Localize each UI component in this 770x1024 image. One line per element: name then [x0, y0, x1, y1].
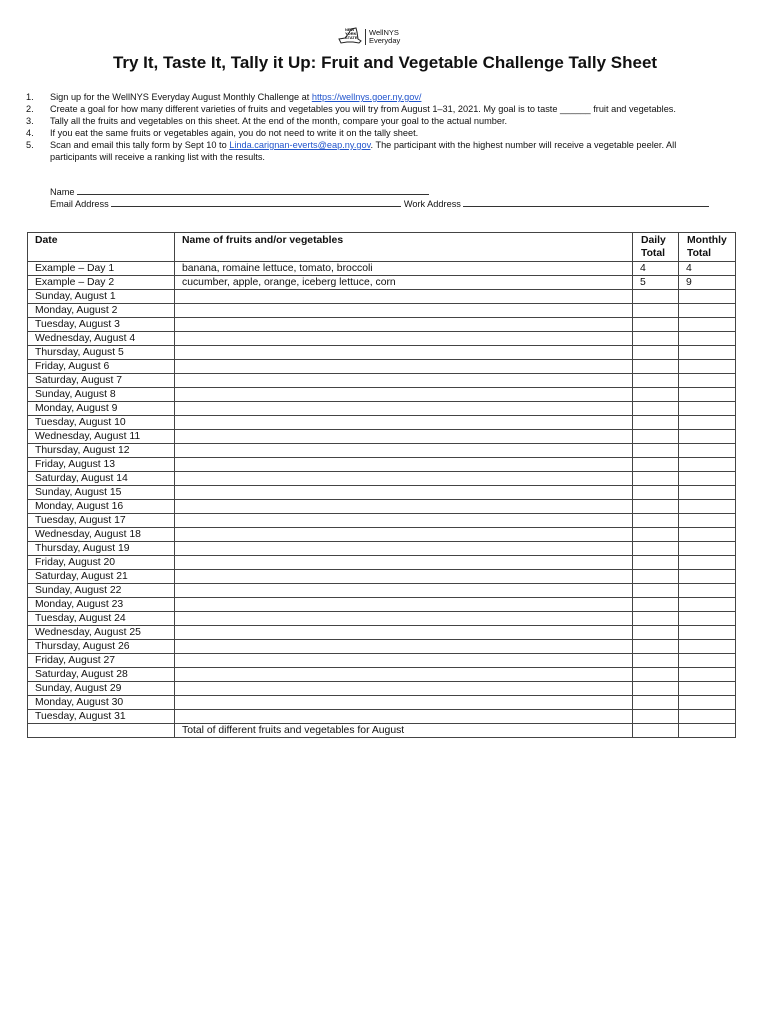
- daily-total-cell[interactable]: [633, 332, 679, 346]
- table-row: [28, 332, 736, 346]
- table-row: [28, 668, 736, 682]
- daily-total-cell[interactable]: [633, 598, 679, 612]
- monthly-total-cell[interactable]: [679, 416, 736, 430]
- monthly-total-cell[interactable]: [679, 710, 736, 724]
- logo-state-text: NEW YORK STATE: [345, 27, 358, 40]
- table-row: [28, 598, 736, 612]
- daily-total-cell[interactable]: [633, 682, 679, 696]
- date-cell: Monday, August 9: [28, 402, 175, 416]
- items-cell[interactable]: [175, 514, 633, 528]
- daily-total-cell[interactable]: [633, 472, 679, 486]
- date-cell: Sunday, August 29: [28, 682, 175, 696]
- monthly-total-cell[interactable]: [679, 444, 736, 458]
- date-cell: Friday, August 13: [28, 458, 175, 472]
- items-cell[interactable]: banana, romaine lettuce, tomato, broccoli: [175, 262, 633, 276]
- daily-total-cell[interactable]: [633, 668, 679, 682]
- date-cell: Thursday, August 19: [28, 542, 175, 556]
- date-cell: Saturday, August 14: [28, 472, 175, 486]
- daily-total-cell[interactable]: [633, 542, 679, 556]
- instruction-text: Create a goal for how many different varieties of fruits and vegetables you will try from August 1–31, 2021. My goal is to taste ______ fruit and vegetables.: [50, 104, 676, 114]
- monthly-total-cell[interactable]: [679, 318, 736, 332]
- daily-total-cell[interactable]: [633, 430, 679, 444]
- daily-total-cell[interactable]: [633, 654, 679, 668]
- items-cell[interactable]: [175, 304, 633, 318]
- instruction-item: [26, 127, 716, 139]
- date-cell: Wednesday, August 4: [28, 332, 175, 346]
- logo-brand-line2: Everyday: [369, 36, 401, 45]
- monthly-total-cell[interactable]: [679, 514, 736, 528]
- table-row: [28, 472, 736, 486]
- monthly-total-cell[interactable]: [679, 486, 736, 500]
- date-cell: Saturday, August 28: [28, 668, 175, 682]
- date-cell: Saturday, August 21: [28, 570, 175, 584]
- items-cell[interactable]: [175, 444, 633, 458]
- items-cell[interactable]: [175, 360, 633, 374]
- daily-total-cell[interactable]: [633, 528, 679, 542]
- daily-total-cell[interactable]: [633, 710, 679, 724]
- daily-total-cell[interactable]: [633, 318, 679, 332]
- items-cell[interactable]: [175, 570, 633, 584]
- table-row: [28, 682, 736, 696]
- monthly-total-cell[interactable]: [679, 724, 736, 738]
- items-cell[interactable]: [175, 640, 633, 654]
- items-cell[interactable]: [175, 416, 633, 430]
- date-cell: Sunday, August 15: [28, 486, 175, 500]
- items-cell[interactable]: [175, 584, 633, 598]
- table-row: [28, 290, 736, 304]
- items-cell[interactable]: [175, 528, 633, 542]
- date-cell: Tuesday, August 10: [28, 416, 175, 430]
- work-address-line[interactable]: [463, 198, 709, 207]
- email-line[interactable]: [111, 198, 401, 207]
- table-row: [28, 542, 736, 556]
- date-cell: Monday, August 16: [28, 500, 175, 514]
- table-row: [28, 612, 736, 626]
- table-row: [28, 514, 736, 528]
- challenge-signup-link[interactable]: https://wellnys.goer.ny.gov/: [311, 92, 422, 102]
- date-header: Date: [28, 233, 175, 262]
- daily-total-cell[interactable]: [633, 500, 679, 514]
- date-cell: Tuesday, August 24: [28, 612, 175, 626]
- monthly-total-cell[interactable]: [679, 598, 736, 612]
- date-cell: Tuesday, August 17: [28, 514, 175, 528]
- monthly-total-cell[interactable]: [679, 640, 736, 654]
- items-header: Name of fruits and/or vegetables: [175, 233, 633, 262]
- table-row: [28, 360, 736, 374]
- table-row: [28, 262, 736, 276]
- table-row: [28, 430, 736, 444]
- monthly-total-cell[interactable]: [679, 556, 736, 570]
- daily-total-cell[interactable]: [633, 486, 679, 500]
- table-row: [28, 276, 736, 290]
- table-row: [28, 584, 736, 598]
- monthly-total-header: Monthly Total: [679, 233, 736, 262]
- items-cell[interactable]: [175, 388, 633, 402]
- instruction-item: [26, 103, 716, 115]
- date-cell: Wednesday, August 18: [28, 528, 175, 542]
- daily-total-cell[interactable]: [633, 374, 679, 388]
- date-cell: Thursday, August 26: [28, 640, 175, 654]
- date-cell: Sunday, August 8: [28, 388, 175, 402]
- daily-total-cell[interactable]: [633, 724, 679, 738]
- instruction-number: 3.: [26, 116, 34, 126]
- wellnys-logo: [337, 24, 417, 50]
- monthly-total-cell[interactable]: [679, 696, 736, 710]
- date-cell: Sunday, August 1: [28, 290, 175, 304]
- date-cell: Sunday, August 22: [28, 584, 175, 598]
- date-cell: Thursday, August 5: [28, 346, 175, 360]
- logo-brand: [365, 29, 400, 45]
- instruction-number: 1.: [26, 92, 34, 102]
- instruction-text: Scan and email this tally form by Sept 10 to: [50, 140, 230, 150]
- items-cell[interactable]: [175, 458, 633, 472]
- monthly-total-cell[interactable]: [679, 346, 736, 360]
- daily-total-header: Daily Total: [633, 233, 679, 262]
- monthly-total-cell[interactable]: [679, 682, 736, 696]
- monthly-total-cell[interactable]: [679, 458, 736, 472]
- monthly-total-cell[interactable]: [679, 374, 736, 388]
- monthly-total-cell[interactable]: [679, 542, 736, 556]
- daily-total-cell[interactable]: [633, 290, 679, 304]
- items-cell[interactable]: [175, 654, 633, 668]
- daily-total-cell[interactable]: [633, 640, 679, 654]
- table-row: [28, 318, 736, 332]
- instruction-text: Sign up for the WellNYS Everyday August Monthly Challenge at: [50, 92, 312, 102]
- instruction-number: 2.: [26, 104, 34, 114]
- email-label: Email Address: [50, 199, 109, 209]
- daily-total-cell[interactable]: [633, 626, 679, 640]
- page-title: Try It, Taste It, Tally it Up: Fruit and Vegetable Challenge Tally Sheet: [112, 53, 658, 72]
- tally-table: [27, 232, 736, 738]
- table-row: [28, 486, 736, 500]
- monthly-total-cell[interactable]: [679, 430, 736, 444]
- table-row: [28, 640, 736, 654]
- items-cell[interactable]: [175, 374, 633, 388]
- items-cell[interactable]: [175, 696, 633, 710]
- items-cell[interactable]: [175, 430, 633, 444]
- daily-total-cell[interactable]: [633, 360, 679, 374]
- items-cell[interactable]: [175, 710, 633, 724]
- monthly-total-cell[interactable]: [679, 472, 736, 486]
- monthly-total-cell[interactable]: [679, 290, 736, 304]
- table-row: [28, 374, 736, 388]
- instruction-number: 5.: [26, 140, 34, 150]
- monthly-total-cell[interactable]: [679, 332, 736, 346]
- daily-total-cell[interactable]: [633, 458, 679, 472]
- table-row: [28, 416, 736, 430]
- table-row: [28, 304, 736, 318]
- date-cell: Monday, August 2: [28, 304, 175, 318]
- instruction-item: [26, 91, 716, 103]
- instructions-list: [26, 91, 716, 163]
- monthly-total-cell[interactable]: 4: [679, 262, 736, 276]
- items-cell[interactable]: [175, 332, 633, 346]
- monthly-total-cell[interactable]: [679, 570, 736, 584]
- items-cell[interactable]: [175, 318, 633, 332]
- daily-total-cell[interactable]: [633, 584, 679, 598]
- monthly-total-cell[interactable]: [679, 402, 736, 416]
- instruction-item: [26, 139, 716, 163]
- monthly-total-cell[interactable]: [679, 360, 736, 374]
- logo-brand-line1: WellNYS: [369, 28, 399, 37]
- items-cell[interactable]: [175, 542, 633, 556]
- table-row: [28, 528, 736, 542]
- monthly-total-cell[interactable]: [679, 668, 736, 682]
- items-cell[interactable]: [175, 626, 633, 640]
- date-cell: Saturday, August 7: [28, 374, 175, 388]
- items-cell[interactable]: [175, 612, 633, 626]
- daily-total-cell[interactable]: [633, 556, 679, 570]
- monthly-total-cell[interactable]: [679, 612, 736, 626]
- items-cell[interactable]: [175, 472, 633, 486]
- instruction-text: Tally all the fruits and vegetables on this sheet. At the end of the month, compare your goal to the actual number.: [50, 116, 508, 126]
- daily-total-cell[interactable]: [633, 402, 679, 416]
- date-cell: Wednesday, August 11: [28, 430, 175, 444]
- monthly-total-cell[interactable]: [679, 304, 736, 318]
- date-cell: Example – Day 1: [28, 262, 175, 276]
- date-cell: Tuesday, August 31: [28, 710, 175, 724]
- monthly-total-cell[interactable]: [679, 388, 736, 402]
- daily-total-cell[interactable]: 4: [633, 262, 679, 276]
- daily-total-cell[interactable]: [633, 416, 679, 430]
- date-cell: Wednesday, August 25: [28, 626, 175, 640]
- instruction-item: [26, 115, 716, 127]
- table-row: [28, 696, 736, 710]
- table-row: [28, 556, 736, 570]
- table-header-row: [28, 233, 736, 262]
- table-row: [28, 444, 736, 458]
- daily-total-cell[interactable]: [633, 514, 679, 528]
- name-line[interactable]: [77, 186, 429, 195]
- monthly-total-cell[interactable]: [679, 584, 736, 598]
- monthly-total-cell[interactable]: 9: [679, 276, 736, 290]
- table-row: [28, 724, 736, 738]
- email-field-row: [50, 198, 709, 209]
- items-cell[interactable]: [175, 290, 633, 304]
- instruction-number: 4.: [26, 128, 34, 138]
- items-cell[interactable]: [175, 346, 633, 360]
- table-row: [28, 500, 736, 514]
- date-cell: Friday, August 27: [28, 654, 175, 668]
- items-cell[interactable]: [175, 682, 633, 696]
- date-cell: Friday, August 20: [28, 556, 175, 570]
- table-row: [28, 402, 736, 416]
- table-row: [28, 388, 736, 402]
- monthly-total-cell[interactable]: [679, 626, 736, 640]
- items-cell[interactable]: [175, 402, 633, 416]
- date-cell: Tuesday, August 3: [28, 318, 175, 332]
- instruction-text-after: . The participant with the highest number will receive a vegetable peeler. All participants will receive a ranking list with the results.: [50, 140, 677, 162]
- table-row: [28, 626, 736, 640]
- daily-total-cell[interactable]: [633, 570, 679, 584]
- monthly-total-cell[interactable]: [679, 500, 736, 514]
- table-row: [28, 710, 736, 724]
- daily-total-cell[interactable]: [633, 444, 679, 458]
- table-row: [28, 346, 736, 360]
- date-cell: [28, 724, 175, 738]
- date-cell: Friday, August 6: [28, 360, 175, 374]
- monthly-total-cell[interactable]: [679, 654, 736, 668]
- name-label: Name: [50, 187, 75, 197]
- date-cell: Monday, August 23: [28, 598, 175, 612]
- instruction-text: If you eat the same fruits or vegetables again, you do not need to write it on the tally sheet.: [50, 128, 419, 138]
- items-cell[interactable]: [175, 598, 633, 612]
- table-row: [28, 570, 736, 584]
- items-cell[interactable]: [175, 668, 633, 682]
- daily-total-cell[interactable]: [633, 612, 679, 626]
- daily-total-cell[interactable]: 5: [633, 276, 679, 290]
- date-cell: Monday, August 30: [28, 696, 175, 710]
- work-address-label: Work Address: [403, 199, 461, 209]
- tally-body: [28, 262, 736, 738]
- name-field[interactable]: [50, 186, 429, 197]
- daily-total-cell[interactable]: [633, 696, 679, 710]
- date-cell: Example – Day 2: [28, 276, 175, 290]
- items-cell[interactable]: [175, 500, 633, 514]
- monthly-total-cell[interactable]: [679, 528, 736, 542]
- items-cell[interactable]: [175, 486, 633, 500]
- table-row: [28, 458, 736, 472]
- daily-total-cell[interactable]: [633, 304, 679, 318]
- table-row: [28, 654, 736, 668]
- items-cell[interactable]: Total of different fruits and vegetables for August: [175, 724, 633, 738]
- email-link[interactable]: Linda.carignan-everts@eap.ny.gov: [229, 140, 371, 150]
- date-cell: Thursday, August 12: [28, 444, 175, 458]
- daily-total-cell[interactable]: [633, 388, 679, 402]
- items-cell[interactable]: cucumber, apple, orange, iceberg lettuce, corn: [175, 276, 633, 290]
- daily-total-cell[interactable]: [633, 346, 679, 360]
- items-cell[interactable]: [175, 556, 633, 570]
